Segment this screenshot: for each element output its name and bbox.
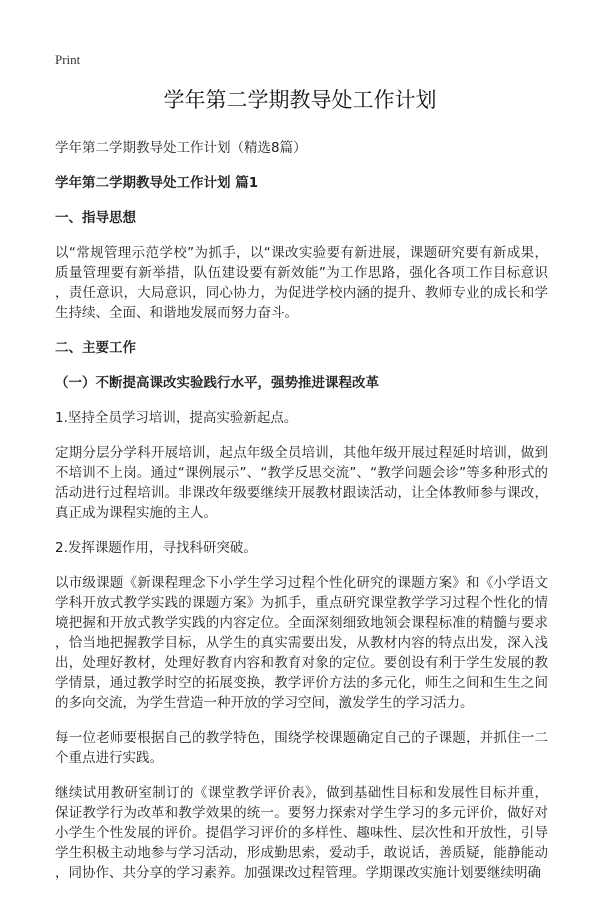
text-line: ，责任意识，大局意识，同心协力，为促进学校内涵的提升、教师专业的成长和学 — [55, 285, 548, 301]
text-line: 继续试用教研室制订的《课堂教学评价表》，做到基础性目标和发展性目标并重， — [55, 785, 548, 801]
item-heading — [55, 408, 548, 428]
text-line: 个重点进行实践。 — [55, 750, 163, 766]
text-line: ，同协作、共分享的学习素养。加强课改过程管理。学期课改实施计划要继续明确 — [55, 865, 541, 881]
text-line: 1.坚持全员学习培训，提高实验新起点。 — [55, 410, 298, 426]
section-heading — [55, 338, 548, 358]
subtitle — [55, 138, 548, 158]
subsection-heading — [55, 373, 548, 393]
text-line: 学年第二学期教导处工作计划 篇1 — [55, 175, 259, 191]
paragraph — [55, 783, 548, 883]
text-line: 学科开放式教学实践的课题方案》为抓手，重点研究课堂教学学习过程个性化的情 — [55, 595, 548, 611]
text-line: 二、主要工作 — [55, 340, 136, 356]
text-line: 学生积极主动地参与学习活动，形成勤思索，爱动手，敢说话，善质疑，能静能动 — [55, 845, 548, 861]
print-label[interactable]: Print — [55, 52, 81, 67]
text-line: 保证教学行为改革和教学效果的统一。要努力探索对学生学习的多元评价，做好对 — [55, 805, 548, 821]
section-heading — [55, 208, 548, 228]
item-heading — [55, 538, 548, 558]
text-line: 出，处理好教材，处理好教育内容和教育对象的定位。要创设有利于学生发展的教 — [55, 655, 548, 671]
text-line: （一）不断提高课改实验践行水平，强势推进课程改革 — [55, 375, 379, 391]
article-heading — [55, 173, 548, 193]
paragraph — [55, 243, 548, 323]
text-line: 定期分层分学科开展培训，起点年级全员培训，其他年级开展过程延时培训，做到 — [55, 445, 548, 461]
text-line: 境把握和开放式教学实践的内容定位。全面深刻细致地领会课程标准的精髓与要求 — [55, 615, 548, 631]
text-line: 2.发挥课题作用，寻找科研突破。 — [55, 540, 257, 556]
text-line: 生持续、全面、和谐地发展而努力奋斗。 — [55, 305, 298, 321]
text-line: 一、指导思想 — [55, 210, 136, 226]
text-line: 的多向交流，为学生营造一种开放的学习空间，激发学生的学习活力。 — [55, 695, 474, 711]
text-line: 以市级课题《新课程理念下小学生学习过程个性化研究的课题方案》和《小学语文 — [55, 575, 548, 591]
text-line: 真正成为课程实施的主人。 — [55, 505, 217, 521]
text-line: 小学生个性发展的评价。提倡学习评价的多样性、趣味性、层次性和开放性，引导 — [55, 825, 548, 841]
text-line: 活动进行过程培训。非课改年级要继续开展教材跟读活动，让全体教师参与课改， — [55, 485, 548, 501]
text-line: 质量管理要有新举措，队伍建设要有新效能”为工作思路，强化各项工作目标意识 — [55, 265, 548, 281]
text-line: 学情景，通过教学时空的拓展变换，教学评价方法的多元化，师生之间和生生之间 — [55, 675, 548, 691]
paragraph — [55, 728, 548, 768]
document-body — [55, 138, 548, 898]
paragraph — [55, 443, 548, 523]
text-line: 学年第二学期教导处工作计划（精选8篇） — [55, 140, 307, 156]
text-line: 不培训不上岗。通过“课例展示”、“教学反思交流”、“教学问题会诊”等多种形式的 — [55, 465, 548, 481]
page-title: 学年第二学期教导处工作计划 — [163, 88, 437, 112]
text-line: 每一位老师要根据自己的教学特色，围绕学校课题确定自己的子课题，并抓住一二 — [55, 730, 548, 746]
text-line: ，恰当地把握教学目标，从学生的真实需要出发，从教材内容的特点出发，深入浅 — [55, 635, 548, 651]
text-line: 以“常规管理示范学校”为抓手，以“课改实验要有新进展，课题研究要有新成果， — [55, 245, 548, 261]
paragraph — [55, 573, 548, 713]
